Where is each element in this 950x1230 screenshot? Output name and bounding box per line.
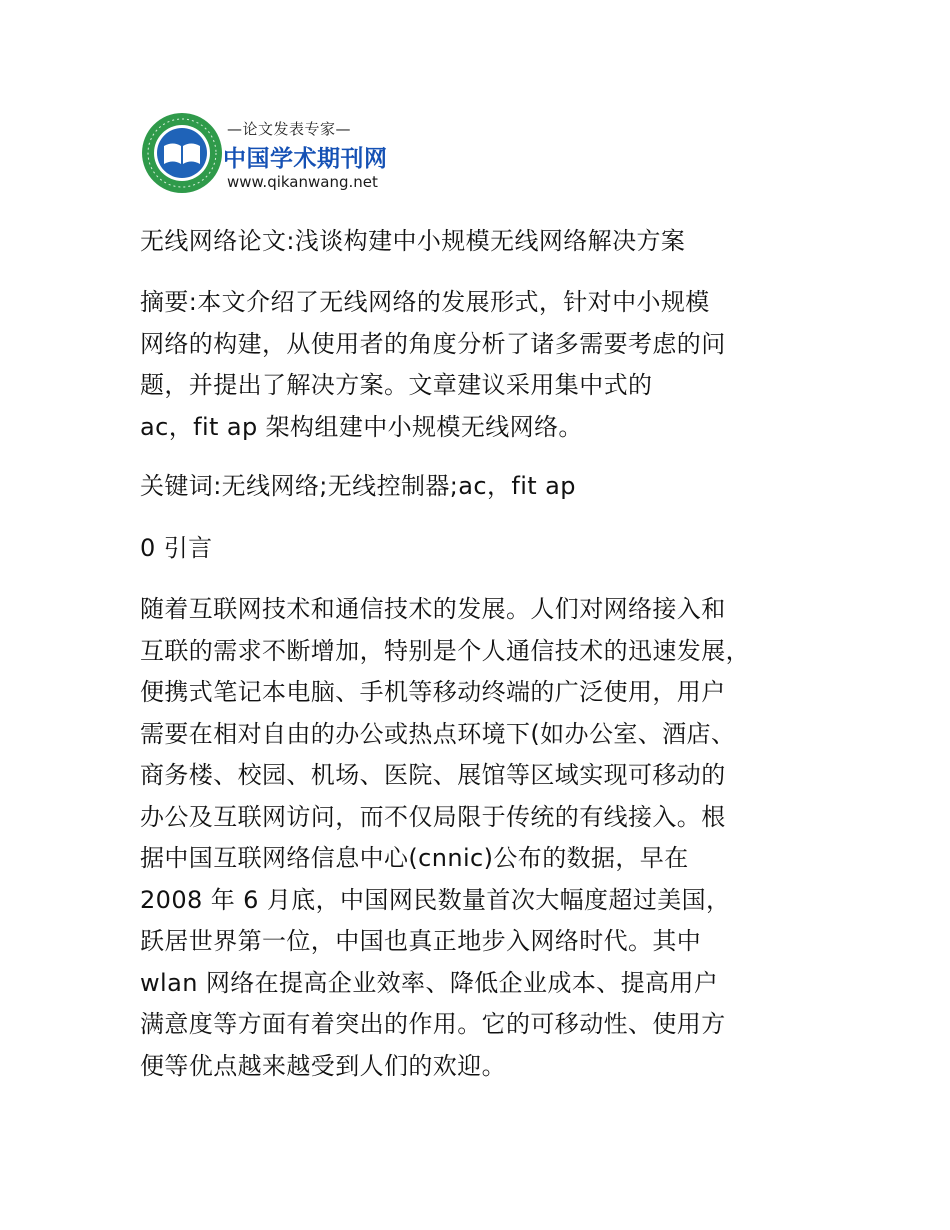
section-heading: 0 引言 xyxy=(140,534,213,562)
journal-logo xyxy=(141,110,388,196)
body-paragraph xyxy=(140,589,840,1087)
logo-tagline: —论文发表专家— xyxy=(227,120,352,138)
keywords: 关键词:无线网络;无线控制器;ac，fit ap xyxy=(140,472,576,500)
body-line: wlan 网络在提高企业效率、降低企业成本、提高用户 xyxy=(140,968,719,997)
body-line: 跃居世界第一位，中国也真正地步入网络时代。其中 xyxy=(140,927,702,955)
body-line: 随着互联网技术和通信技术的发展。人们对网络接入和 xyxy=(140,595,726,623)
body-line: 便携式笔记本电脑、手机等移动终端的广泛使用，用户 xyxy=(140,678,726,706)
body-line: 据中国互联网络信息中心(cnnic)公布的数据，早在 xyxy=(140,844,689,872)
abstract-line: 题，并提出了解决方案。文章建议采用集中式的 xyxy=(140,371,653,399)
body-line: 需要在相对自由的办公或热点环境下(如办公室、酒店、 xyxy=(140,719,736,748)
body-line: 便等优点越来越受到人们的欢迎。 xyxy=(140,1051,506,1080)
book-seal-icon xyxy=(141,112,223,194)
body-line: 满意度等方面有着突出的作用。它的可移动性、使用方 xyxy=(140,1010,726,1038)
body-line: 2008 年 6 月底，中国网民数量首次大幅度超过美国， xyxy=(140,885,731,914)
abstract-line: 网络的构建，从使用者的角度分析了诸多需要考虑的问 xyxy=(140,329,726,358)
body-line: 商务楼、校园、机场、医院、展馆等区域实现可移动的 xyxy=(140,761,726,789)
abstract xyxy=(140,282,840,448)
body-line: 办公及互联网访问，而不仅局限于传统的有线接入。根 xyxy=(140,802,726,831)
logo-name: 中国学术期刊网 xyxy=(223,146,388,172)
logo-url: www.qikanwang.net xyxy=(227,173,378,191)
document-title: 无线网络论文:浅谈构建中小规模无线网络解决方案 xyxy=(140,227,686,255)
body-line: 互联的需求不断增加，特别是个人通信技术的迅速发展， xyxy=(140,636,750,665)
abstract-line: ac，fit ap 架构组建中小规模无线网络。 xyxy=(140,412,583,441)
abstract-line: 摘要:本文介绍了无线网络的发展形式，针对中小规模 xyxy=(140,288,710,316)
